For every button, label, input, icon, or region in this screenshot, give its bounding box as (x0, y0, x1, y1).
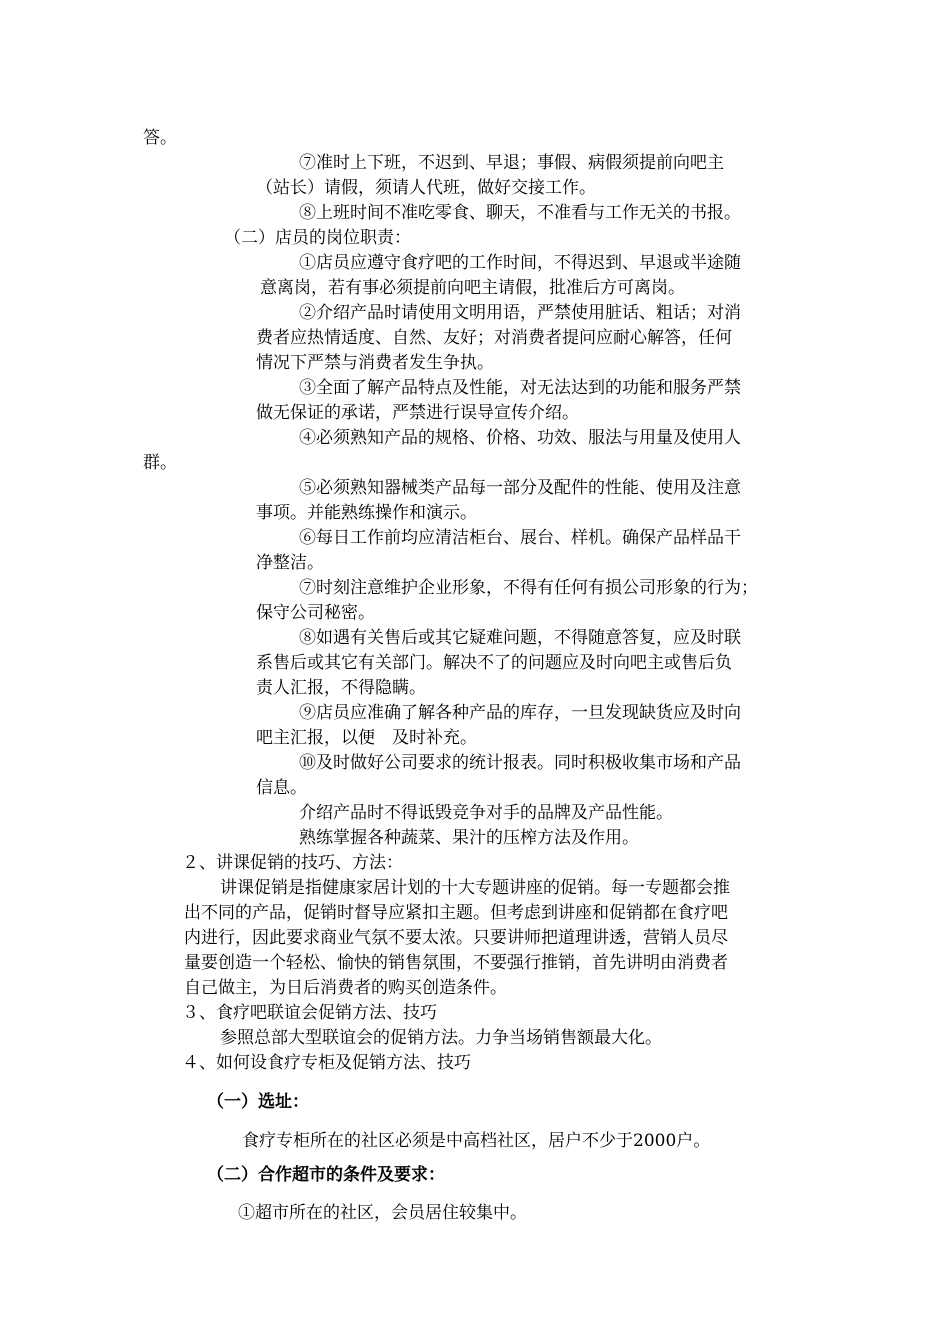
text-line: 净整洁。 (256, 553, 324, 573)
section-heading: （二）店员的岗位职责： (224, 228, 411, 248)
text-line: ②介绍产品时请使用文明用语，严禁使用脏话、粗话；对消 (299, 303, 741, 323)
text-line: 意离岗，若有事必须提前向吧主请假，批准后方可离岗。 (260, 278, 685, 298)
text-line: ③全面了解产品特点及性能，对无法达到的功能和服务严禁 (299, 378, 741, 398)
section-heading: ２、讲课促销的技巧、方法： (182, 853, 403, 873)
text-line: 系售后或其它有关部门。解决不了的问题应及时向吧主或售后负 (256, 653, 732, 673)
text-line: ⑦时刻注意维护企业形象，不得有任何有损公司形象的行为； (299, 578, 758, 598)
text-line: 熟练掌握各种蔬菜、果汁的压榨方法及作用。 (299, 828, 639, 848)
text-line: ⑤必须熟知器械类产品每一部分及配件的性能、使用及注意 (299, 478, 741, 498)
text-line: 自己做主，为日后消费者的购买创造条件。 (184, 978, 507, 998)
text-line: ①超市所在的社区，会员居住较集中。 (238, 1203, 527, 1223)
text-line: 参照总部大型联谊会的促销方法。力争当场销售额最大化。 (220, 1028, 662, 1048)
section-heading: ４、如何设食疗专柜及促销方法、技巧 (182, 1053, 471, 1073)
section-heading: ３、食疗吧联谊会促销方法、技巧 (182, 1003, 437, 1023)
text-line: 情况下严禁与消费者发生争执。 (256, 353, 494, 373)
text-line: 内进行，因此要求商业气氛不要太浓。只要讲师把道理讲透，营销人员尽 (184, 928, 728, 948)
subsection-heading: （二）合作超市的条件及要求： (207, 1165, 445, 1185)
text-line: 介绍产品时不得诋毁竞争对手的品牌及产品性能。 (299, 803, 673, 823)
text-line: 保守公司秘密。 (256, 603, 375, 623)
text-line: ⑧上班时间不准吃零食、聊天，不准看与工作无关的书报。 (299, 203, 741, 223)
text-line: ⑩及时做好公司要求的统计报表。同时积极收集市场和产品 (299, 753, 741, 773)
text-line: 讲课促销是指健康家居计划的十大专题讲座的促销。每一专题都会推 (220, 878, 730, 898)
text-line: ①店员应遵守食疗吧的工作时间，不得迟到、早退或半途随 (299, 253, 741, 273)
text-line: 答。 (143, 128, 177, 148)
text-line: ④必须熟知产品的规格、价格、功效、服法与用量及使用人 (299, 428, 741, 448)
text-line: ⑦准时上下班，不迟到、早退；事假、病假须提前向吧主 (299, 153, 724, 173)
text-line: 信息。 (256, 778, 307, 798)
text-line: ⑧如遇有关售后或其它疑难问题，不得随意答复，应及时联 (299, 628, 741, 648)
text-line: 群。 (143, 453, 177, 473)
text-line: （站长）请假，须请人代班，做好交接工作。 (256, 178, 596, 198)
subsection-heading: （一）选址： (207, 1092, 309, 1112)
text-line: 吧主汇报，以便 及时补充。 (256, 728, 477, 748)
text-line: ⑥每日工作前均应清洁柜台、展台、样机。确保产品样品干 (299, 528, 741, 548)
text-line: 费者应热情适度、自然、友好；对消费者提问应耐心解答，任何 (256, 328, 732, 348)
text-line: 责人汇报，不得隐瞒。 (256, 678, 426, 698)
text-line: 做无保证的承诺，严禁进行误导宣传介绍。 (256, 403, 579, 423)
text-line: ⑨店员应准确了解各种产品的库存，一旦发现缺货应及时向 (299, 703, 741, 723)
text-line: 量要创造一个轻松、愉快的销售氛围，不要强行推销，首先讲明由消费者 (184, 953, 728, 973)
text-line: 出不同的产品，促销时督导应紧扣主题。但考虑到讲座和促销都在食疗吧 (184, 903, 728, 923)
text-line: 食疗专柜所在的社区必须是中高档社区，居户不少于2000户。 (242, 1131, 711, 1151)
text-line: 事项。并能熟练操作和演示。 (256, 503, 477, 523)
